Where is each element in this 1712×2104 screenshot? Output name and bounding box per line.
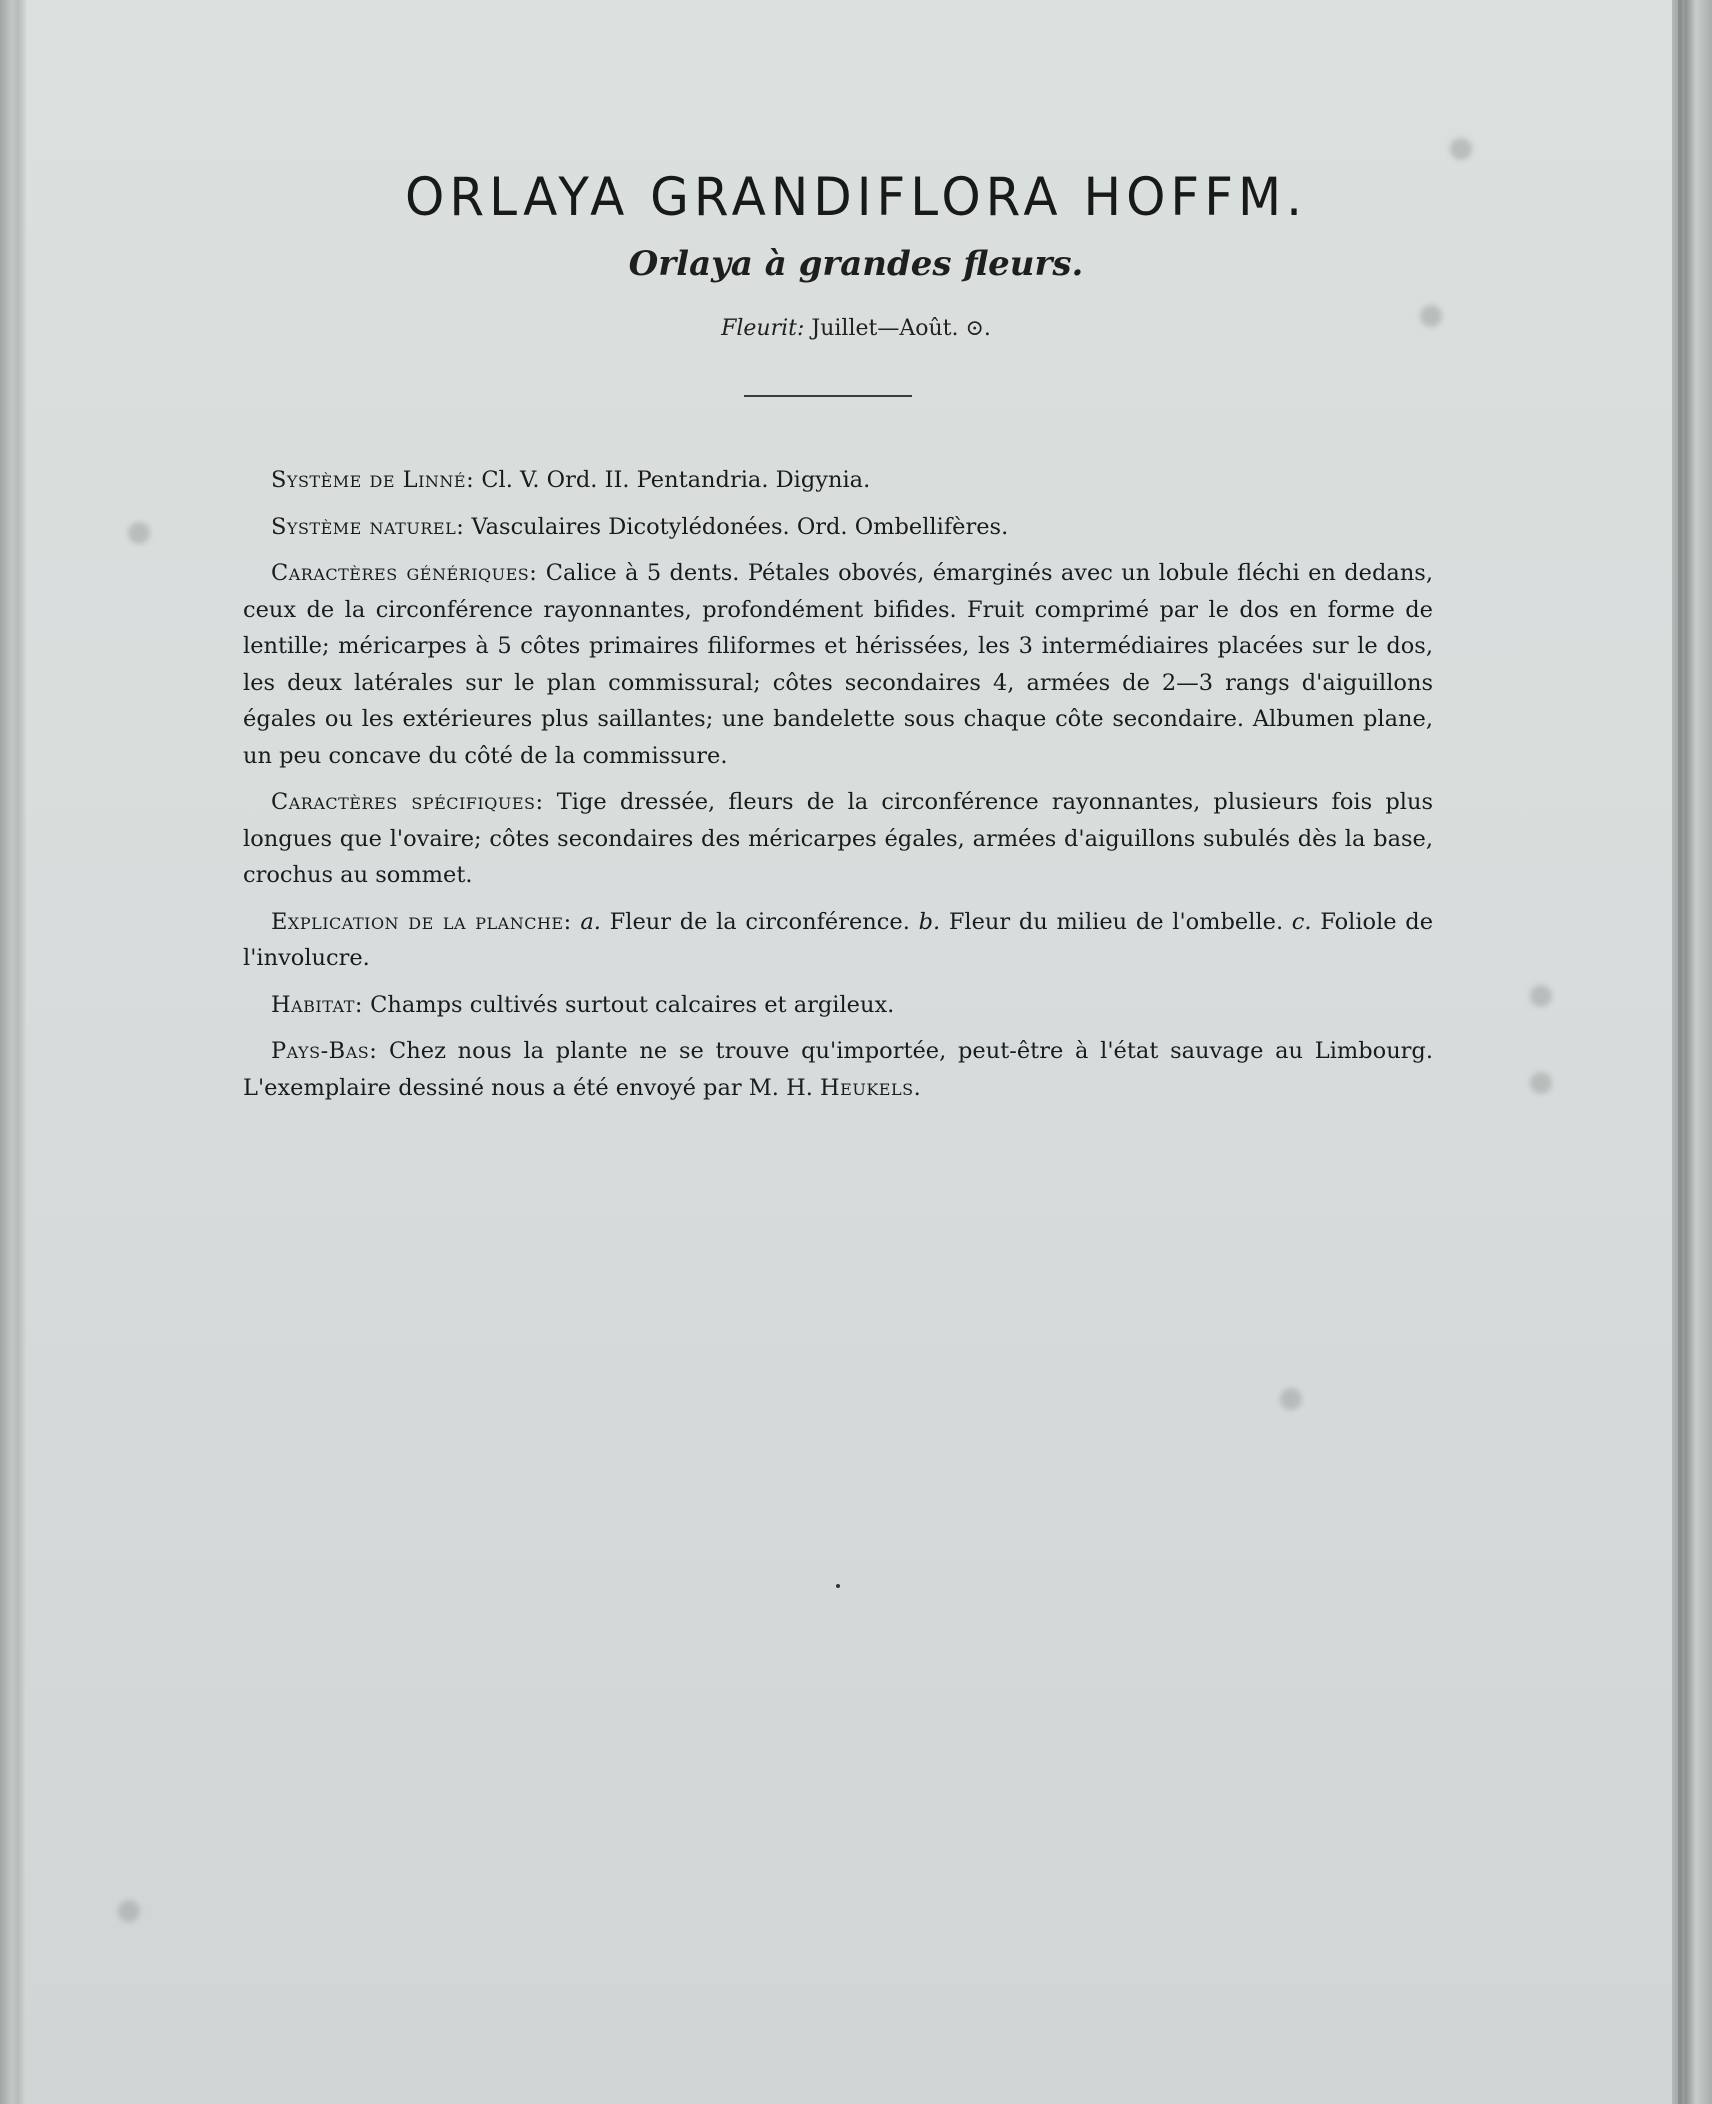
section-text: Chez nous la plante ne se trouve qu'importée, peut-être à l'état sauvage au Limbourg. L'exemplaire dessiné nous a été envoyé par M. H. [243, 1038, 1433, 1101]
section-specifiques [243, 784, 1433, 894]
flowering-value: Juillet—Août. ⊙. [811, 316, 991, 341]
flowering-period [0, 316, 1712, 341]
plate-key-b: b. [918, 908, 941, 935]
page-subtitle: Orlaya à grandes fleurs. [628, 244, 1084, 284]
plate-text-a: Fleur de la circonférence. [609, 908, 910, 935]
title-divider [744, 395, 912, 397]
section-planche [243, 904, 1433, 977]
section-generiques [243, 555, 1433, 774]
section-text: Tige dressée, fleurs de la circonférence rayonnantes, plusieurs fois plus longues que l'ovaire; côtes secondaires des méricarpes égales, armées d'aiguillons subulés dès la base, crochus au sommet. [243, 789, 1433, 888]
page-title: ORLAYA GRANDIFLORA HOFFM. [404, 166, 1307, 228]
section-label: Habitat: [271, 991, 363, 1018]
section-text: Vasculaires Dicotylédonées. Ord. Ombellifères. [471, 513, 1009, 540]
section-habitat [243, 987, 1433, 1024]
plate-text-b: Fleur du milieu de l'ombelle. [948, 908, 1284, 935]
plate-text-c: Foliole de l'involucre. [243, 908, 1434, 971]
section-pays-bas [243, 1033, 1433, 1106]
paper-spot [118, 1900, 140, 1922]
sentence-end: . [913, 1074, 921, 1101]
paper-spot [1530, 985, 1552, 1007]
paper-spot [1450, 138, 1472, 160]
flowering-label: Fleurit: [721, 316, 805, 341]
section-text: Calice à 5 dents. Pétales obovés, émarginés avec un lobule fléchi en dedans, ceux de la circonférence rayonnantes, profondément bifides. Fruit comprimé par le dos en forme de lentille; méricarpes à 5 côtes primaires filiformes et hérissées, les 3 intermédiaires placées sur le dos, les deux latérales sur le plan commissural; côtes secondaires 4, armées de 2—3 rangs d'aiguillons égales ou les extérieures plus saillantes; une bandelette sous chaque côte secondaire. Albumen plane, un peu concave du côté de la commissure. [243, 560, 1434, 769]
section-label: Caractères spécifiques: [271, 789, 544, 815]
section-label: Pays-Bas: [271, 1038, 378, 1064]
section-naturel [243, 509, 1433, 546]
section-label: Système de Linné: [271, 467, 475, 493]
plate-key-c: c. [1291, 908, 1312, 935]
center-mark [836, 1584, 840, 1588]
plate-key-a: a. [580, 908, 601, 935]
section-text: Cl. V. Ord. II. Pentandria. Digynia. [481, 467, 871, 493]
section-label: Caractères génériques: [271, 560, 538, 586]
paper-spot [1280, 1388, 1302, 1410]
collector-name: Heukels [820, 1074, 914, 1101]
paper-spot [128, 522, 150, 544]
paper-spot [1530, 1072, 1552, 1094]
section-label: Explication de la planche: [271, 908, 572, 935]
description-body [243, 462, 1433, 1116]
section-text: Champs cultivés surtout calcaires et argileux. [370, 991, 895, 1018]
section-label: Système naturel: [271, 513, 465, 540]
section-linne [243, 462, 1433, 499]
